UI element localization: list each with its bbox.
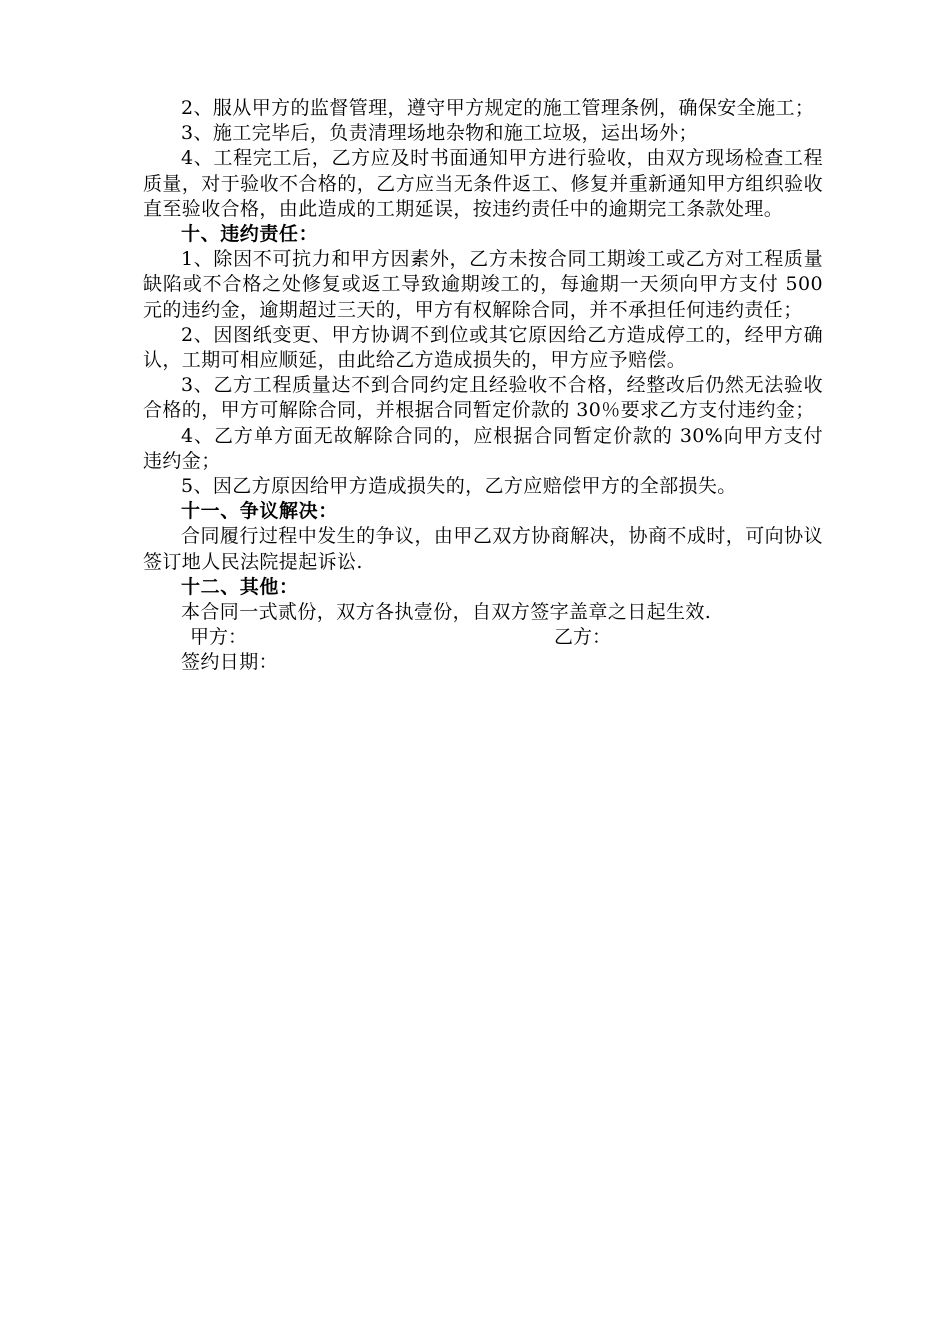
- clause-paragraph: 3、乙方工程质量达不到合同约定且经验收不合格，经整改后仍然无法验收合格的，甲方可解除合同，并根据合同暂定价款的 30％要求乙方支付违约金；: [143, 374, 823, 422]
- clause-paragraph: 3、施工完毕后，负责清理场地杂物和施工垃圾，运出场外；: [181, 122, 698, 145]
- section-heading-dispute: 十一、争议解决：: [181, 500, 338, 523]
- clause-paragraph: 合同履行过程中发生的争议，由甲乙双方协商解决，协商不成时，可向协议签订地人民法院提起诉讼.: [143, 525, 823, 573]
- clause-paragraph: 1、除因不可抗力和甲方因素外，乙方未按合同工期竣工或乙方对工程质量缺陷或不合格之处修复或返工导致逾期竣工的，每逾期一天须向甲方支付 500 元的违约金，逾期超过三天的，甲方有权解除合同，并不承担任何违约责任；: [143, 248, 823, 321]
- section-heading-other: 十二、其他：: [181, 575, 299, 598]
- party-b-signature-label: 乙方：: [554, 626, 612, 649]
- contract-body: [143, 96, 823, 676]
- clause-paragraph: 4、乙方单方面无故解除合同的，应根据合同暂定价款的 30%向甲方支付违约金；: [143, 424, 823, 472]
- clause-paragraph: 5、因乙方原因给甲方造成损失的，乙方应赔偿甲方的全部损失。: [181, 475, 737, 498]
- clause-paragraph: 4、工程完工后，乙方应及时书面通知甲方进行验收，由双方现场检查工程质量，对于验收不合格的，乙方应当无条件返工、修复并重新通知甲方组织验收直至验收合格，由此造成的工期延误，按违约责任中的逾期完工条款处理。: [143, 147, 823, 220]
- clause-paragraph: 2、服从甲方的监督管理，遵守甲方规定的施工管理条例，确保安全施工；: [181, 97, 815, 119]
- section-heading-breach: 十、违约责任：: [181, 223, 319, 246]
- signing-date-label: 签约日期：: [181, 651, 279, 674]
- clause-paragraph: 2、因图纸变更、甲方协调不到位或其它原因给乙方造成停工的，经甲方确认，工期可相应顺延，由此给乙方造成损失的，甲方应予赔偿。: [143, 323, 823, 372]
- signature-row: [143, 625, 823, 650]
- clause-paragraph: 本合同一式贰份，双方各执壹份，自双方签字盖章之日起生效.: [181, 601, 712, 624]
- party-a-signature-label: 甲方：: [190, 626, 248, 649]
